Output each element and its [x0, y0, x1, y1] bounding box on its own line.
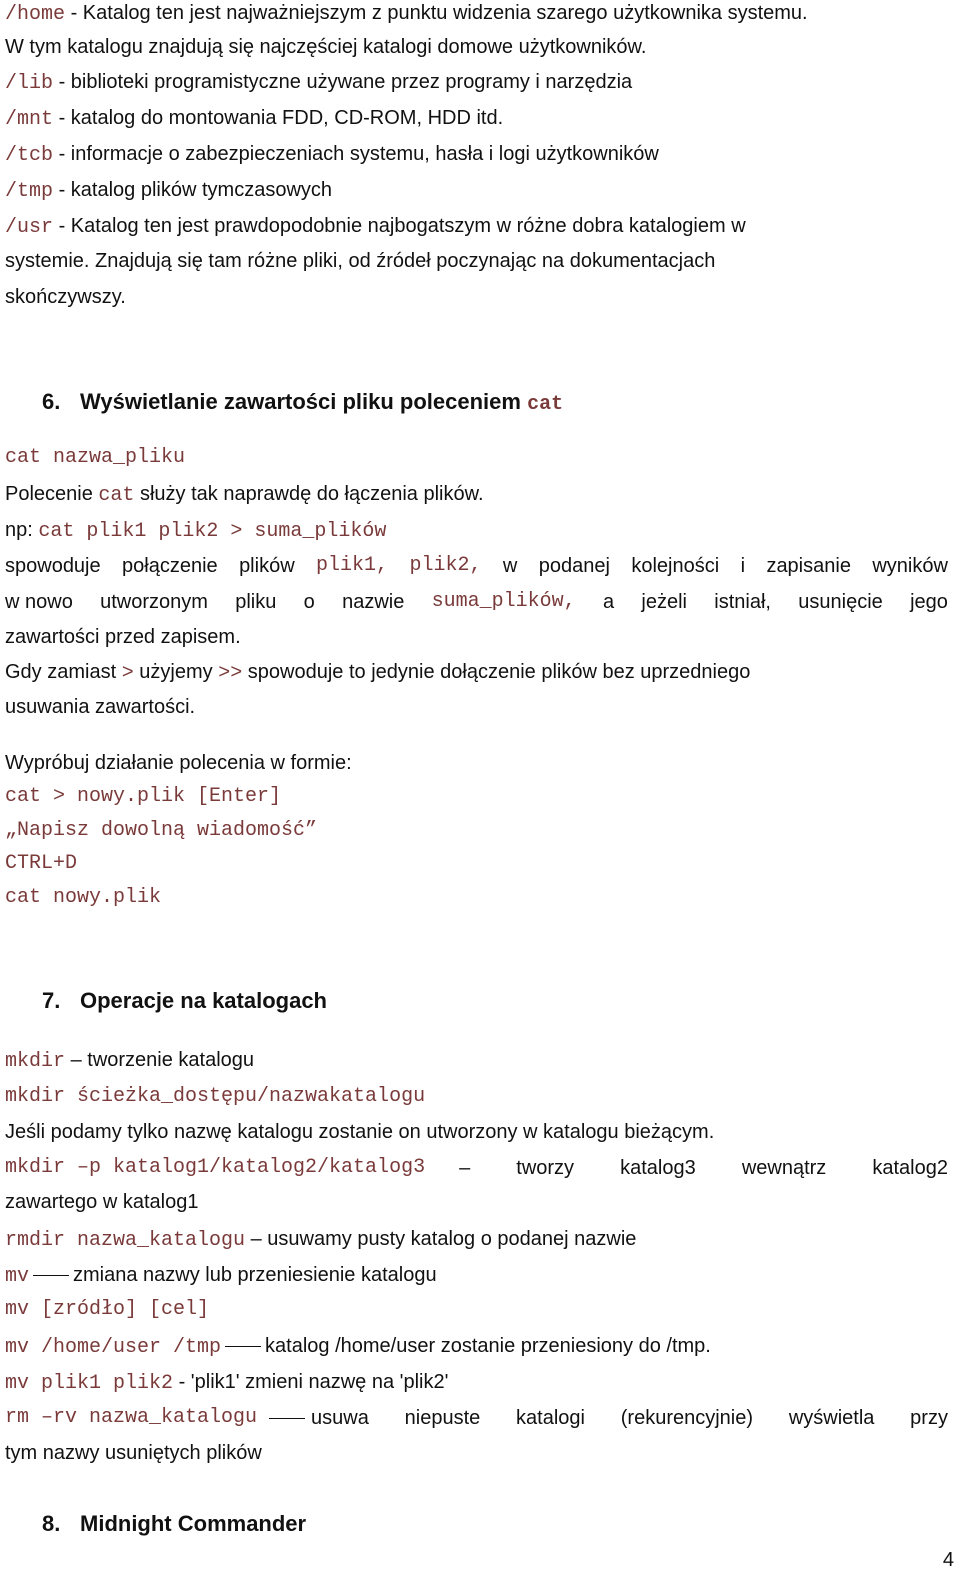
dir-tcb [5, 141, 948, 169]
word: wyników [872, 555, 948, 577]
mv-line [5, 1262, 948, 1290]
word: a [602, 591, 615, 613]
dir-path: /tcb [5, 144, 54, 167]
text: zmiana nazwy lub przeniesienie katalogu [73, 1264, 437, 1286]
mkdir-note: Jeśli podamy tylko nazwę katalogu zostanie on utworzony w katalogu bieżącym. [5, 1121, 715, 1143]
text: spowoduje to jedynie dołączenie plików bez uprzedniego [247, 661, 751, 683]
word: wewnątrz [741, 1157, 827, 1179]
dir-tmp [5, 177, 948, 205]
word: katalog2 [872, 1157, 948, 1179]
dir-desc: - katalog plików tymczasowych [58, 179, 333, 201]
section-number: 7. [42, 988, 61, 1013]
word: nazwie [342, 591, 405, 613]
mv-example-line [5, 1333, 948, 1361]
cat-para-line1 [5, 553, 948, 579]
word: przy [910, 1407, 948, 1429]
word: niepuste [404, 1407, 481, 1429]
text: Polecenie [5, 483, 93, 505]
dir-path: /mnt [5, 108, 54, 131]
inline-cmd: mv plik1 plik2 [5, 1372, 174, 1395]
inline-cmd: plik1, [316, 554, 389, 577]
rmdir-line [5, 1226, 948, 1254]
word: jego [910, 591, 948, 613]
dir-path: /home [5, 3, 66, 26]
mv-rename-line [5, 1369, 948, 1397]
section-6-heading [5, 389, 948, 418]
word: utworzonym [100, 591, 208, 613]
dir-mnt [5, 105, 948, 133]
word: usunięcie [798, 591, 883, 613]
dir-desc: - biblioteki programistyczne używane przez programy i narzędzia [58, 71, 633, 93]
dir-desc: - Katalog ten jest najważniejszym z punktu widzenia szarego użytkownika systemu. [70, 2, 808, 24]
dir-path: /lib [5, 72, 54, 95]
try-line: CTRL+D [5, 852, 78, 875]
cat-desc [5, 481, 948, 509]
try-line: „Napisz dowolną wiadomość” [5, 819, 318, 842]
word: połączenie [122, 555, 218, 577]
dir-lib [5, 69, 948, 97]
mkdir-path-line: mkdir ścieżka_dostępu/nazwakatalogu [5, 1085, 426, 1108]
cat-append-line2: usuwania zawartości. [5, 696, 196, 718]
word: o [303, 591, 315, 613]
dash [33, 1275, 69, 1276]
text: katalog /home/user zostanie przeniesiony do /tmp. [265, 1335, 711, 1357]
inline-cmd: >> [218, 662, 243, 685]
section-title: Operacje na katalogach [80, 988, 327, 1013]
text: np: [5, 519, 33, 541]
word: katalog3 [620, 1157, 696, 1179]
text: służy tak naprawdę do łączenia plików. [139, 483, 484, 505]
cat-append-line [5, 659, 948, 687]
word: tworzy [516, 1157, 575, 1179]
word: i [740, 555, 746, 577]
word: – [459, 1157, 471, 1179]
inline-cmd: suma_plików, [431, 590, 576, 613]
dir-path: /usr [5, 216, 54, 239]
dir-home-cont: W tym katalogu znajdują się najczęściej katalogi domowe użytkowników. [5, 36, 647, 58]
section-title: Wyświetlanie zawartości pliku poleceniem [80, 389, 521, 414]
cat-syntax: cat nazwa_pliku [5, 446, 186, 469]
rm-rv-line2: tym nazwy usuniętych plików [5, 1442, 262, 1464]
dir-path: /tmp [5, 180, 54, 203]
section-number: 6. [42, 389, 61, 414]
section-8-heading [5, 1511, 948, 1537]
text: Gdy zamiast [5, 661, 117, 683]
inline-cmd: rmdir nazwa_katalogu [5, 1229, 246, 1252]
cat-para-line3: zawartości przed zapisem. [5, 626, 241, 648]
word: katalogi [516, 1407, 585, 1429]
dash [269, 1418, 305, 1419]
inline-cmd: cat [98, 484, 135, 507]
word: w [502, 555, 518, 577]
inline-cmd: > [121, 662, 134, 685]
try-line: cat > nowy.plik [Enter] [5, 785, 282, 808]
example-cmd: cat plik1 plik2 > suma_plików [38, 520, 387, 543]
word: wyświetla [788, 1407, 875, 1429]
dir-usr [5, 213, 948, 241]
word: istniał, [714, 591, 771, 613]
page-number: 4 [942, 1549, 954, 1571]
word: (rekurencyjnie) [620, 1407, 754, 1429]
cat-para-line2 [5, 589, 948, 615]
mkdir-p-desc [459, 1155, 948, 1181]
section-title-cmd: cat [527, 393, 564, 416]
dir-desc: - Katalog ten jest prawdopodobnie najbogatszym w różne dobra katalogiem w [58, 215, 746, 237]
section-title: Midnight Commander [80, 1511, 307, 1536]
rm-rv-line [5, 1405, 948, 1431]
inline-cmd: mkdir –p katalog1/katalog2/katalog3 [5, 1156, 426, 1179]
text: - 'plik1' zmieni nazwę na 'plik2' [178, 1371, 449, 1393]
section-number: 8. [42, 1511, 61, 1536]
word: w nowo [5, 591, 73, 613]
inline-cmd: mv /home/user /tmp [5, 1336, 222, 1359]
section-7-heading [5, 988, 948, 1014]
dir-usr-cont: systemie. Znajdują się tam różne pliki, od źródeł poczynając na dokumentacjach [5, 250, 716, 272]
dir-home [5, 0, 948, 28]
text: użyjemy [139, 661, 213, 683]
inline-cmd: plik2, [409, 554, 482, 577]
text: – usuwamy pusty katalog o podanej nazwie [250, 1228, 637, 1250]
inline-cmd: rm –rv nazwa_katalogu [5, 1406, 258, 1429]
cat-example [5, 517, 948, 545]
mkdir-line [5, 1047, 948, 1075]
word: zapisanie [766, 555, 851, 577]
mkdir-p-line [5, 1155, 948, 1181]
word: spowoduje [5, 555, 101, 577]
word: pliku [235, 591, 277, 613]
word: plików [239, 555, 295, 577]
word: jeżeli [641, 591, 687, 613]
dir-desc: - katalog do montowania FDD, CD-ROM, HDD itd. [58, 107, 504, 129]
rm-rv-desc [311, 1405, 948, 1431]
inline-cmd: mkdir [5, 1050, 66, 1073]
try-line: cat nowy.plik [5, 886, 162, 909]
text: – tworzenie katalogu [70, 1049, 255, 1071]
inline-cmd: mv [5, 1265, 30, 1288]
mv-syntax-line: mv [zródło] [cel] [5, 1298, 210, 1321]
try-label: Wypróbuj działanie polecenia w formie: [5, 752, 352, 774]
word: kolejności [631, 555, 720, 577]
word: usuwa [311, 1407, 369, 1429]
word: podanej [538, 555, 610, 577]
dir-usr-cont2: skończywszy. [5, 286, 126, 308]
mkdir-p-line2: zawartego w katalog1 [5, 1191, 199, 1213]
dir-desc: - informacje o zabezpieczeniach systemu, hasła i logi użytkowników [58, 143, 659, 165]
dash [225, 1346, 261, 1347]
